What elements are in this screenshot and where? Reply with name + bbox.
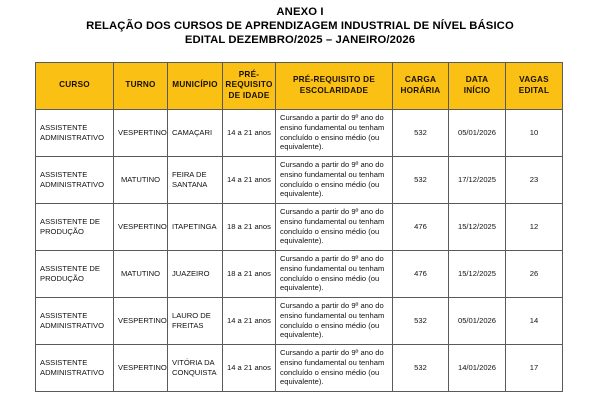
title-line-edital: EDITAL DEZEMBRO/2025 – JANEIRO/2026 — [184, 34, 416, 47]
cell-data-inicio: 05/01/2026 — [449, 297, 506, 344]
cell-escolaridade: Cursando a partir do 9º ano do ensino fundamental ou tenham concluído o ensino médio (ou equivalente). — [276, 344, 393, 391]
cell-idade: 14 a 21 anos — [223, 344, 276, 391]
table-row — [36, 109, 563, 156]
header-text: REQUISITO — [225, 80, 273, 90]
cell-idade: 18 a 21 anos — [223, 203, 276, 250]
header-text: HORÁRIA — [400, 85, 441, 95]
cell-idade: 18 a 21 anos — [223, 250, 276, 297]
courses-table-body — [36, 109, 563, 391]
cell-turno: MATUTINO — [114, 156, 168, 203]
cell-municipio: VITÓRIA DA CONQUISTA — [168, 344, 223, 391]
cell-carga-horaria: 532 — [393, 109, 449, 156]
header-text: INÍCIO — [463, 85, 491, 95]
header-text: ESCOLARIDADE — [299, 85, 369, 95]
document-title-block — [0, 0, 600, 48]
cell-vagas-edital: 17 — [506, 344, 563, 391]
column-header-vagas-edital — [506, 62, 563, 109]
cell-municipio: CAMAÇARI — [168, 109, 223, 156]
cell-curso: ASSISTENTE DE PRODUÇÃO — [36, 203, 114, 250]
courses-table-header — [36, 62, 563, 109]
title-line-relacao: RELAÇÃO DOS CURSOS DE APRENDIZAGEM INDUSTRIAL DE NÍVEL BÁSICO — [86, 20, 514, 33]
cell-data-inicio: 17/12/2025 — [449, 156, 506, 203]
column-header-data-inicio — [449, 62, 506, 109]
cell-escolaridade: Cursando a partir do 9º ano do ensino fundamental ou tenham concluído o ensino médio (ou equivalente). — [276, 250, 393, 297]
cell-data-inicio: 15/12/2025 — [449, 250, 506, 297]
cell-carga-horaria: 476 — [393, 203, 449, 250]
cell-municipio: FEIRA DE SANTANA — [168, 156, 223, 203]
header-text: CURSO — [59, 80, 90, 90]
cell-curso: ASSISTENTE ADMINISTRATIVO — [36, 156, 114, 203]
cell-municipio: ITAPETINGA — [168, 203, 223, 250]
cell-idade: 14 a 21 anos — [223, 109, 276, 156]
header-row — [36, 62, 563, 109]
header-text: DATA — [465, 75, 489, 85]
header-text: PRÉ-REQUISITO DE — [292, 75, 376, 85]
cell-curso: ASSISTENTE ADMINISTRATIVO — [36, 297, 114, 344]
cell-curso: ASSISTENTE DE PRODUÇÃO — [36, 250, 114, 297]
header-text: VAGAS — [519, 75, 549, 85]
cell-carga-horaria: 532 — [393, 297, 449, 344]
column-header-carga-horaria — [393, 62, 449, 109]
cell-data-inicio: 15/12/2025 — [449, 203, 506, 250]
cell-municipio: JUAZEIRO — [168, 250, 223, 297]
header-text: PRÉ- — [238, 69, 260, 79]
cell-carga-horaria: 532 — [393, 344, 449, 391]
courses-table — [35, 62, 563, 392]
column-header-turno — [114, 62, 168, 109]
column-header-curso — [36, 62, 114, 109]
cell-data-inicio: 14/01/2026 — [449, 344, 506, 391]
title-line-anexo: ANEXO I — [276, 6, 324, 18]
cell-vagas-edital: 12 — [506, 203, 563, 250]
cell-vagas-edital: 10 — [506, 109, 563, 156]
cell-idade: 14 a 21 anos — [223, 156, 276, 203]
cell-turno: VESPERTINO — [114, 109, 168, 156]
cell-turno: VESPERTINO — [114, 297, 168, 344]
cell-data-inicio: 05/01/2026 — [449, 109, 506, 156]
table-row — [36, 344, 563, 391]
cell-turno: VESPERTINO — [114, 344, 168, 391]
header-text: MUNICÍPIO — [172, 80, 218, 90]
cell-turno: VESPERTINO — [114, 203, 168, 250]
header-text: TURNO — [125, 80, 156, 90]
cell-curso: ASSISTENTE ADMINISTRATIVO — [36, 109, 114, 156]
cell-vagas-edital: 14 — [506, 297, 563, 344]
cell-municipio: LAURO DE FREITAS — [168, 297, 223, 344]
cell-escolaridade: Cursando a partir do 9º ano do ensino fundamental ou tenham concluído o ensino médio (ou equivalente). — [276, 203, 393, 250]
table-row — [36, 156, 563, 203]
cell-turno: MATUTINO — [114, 250, 168, 297]
header-text: CARGA — [404, 75, 437, 85]
table-row — [36, 203, 563, 250]
table-row — [36, 250, 563, 297]
cell-vagas-edital: 26 — [506, 250, 563, 297]
courses-table-container — [0, 62, 600, 392]
column-header-pre-requisito-escolaridade — [276, 62, 393, 109]
cell-carga-horaria: 532 — [393, 156, 449, 203]
cell-idade: 14 a 21 anos — [223, 297, 276, 344]
cell-escolaridade: Cursando a partir do 9º ano do ensino fundamental ou tenham concluído o ensino médio (ou equivalente). — [276, 109, 393, 156]
cell-curso: ASSISTENTE ADMINISTRATIVO — [36, 344, 114, 391]
cell-escolaridade: Cursando a partir do 9º ano do ensino fundamental ou tenham concluído o ensino médio (ou equivalente). — [276, 297, 393, 344]
header-text: DE IDADE — [228, 90, 270, 100]
column-header-municipio — [168, 62, 223, 109]
header-text: EDITAL — [518, 85, 550, 95]
column-header-pre-requisito-idade — [223, 62, 276, 109]
cell-escolaridade: Cursando a partir do 9º ano do ensino fundamental ou tenham concluído o ensino médio (ou equivalente). — [276, 156, 393, 203]
cell-vagas-edital: 23 — [506, 156, 563, 203]
table-row — [36, 297, 563, 344]
cell-carga-horaria: 476 — [393, 250, 449, 297]
